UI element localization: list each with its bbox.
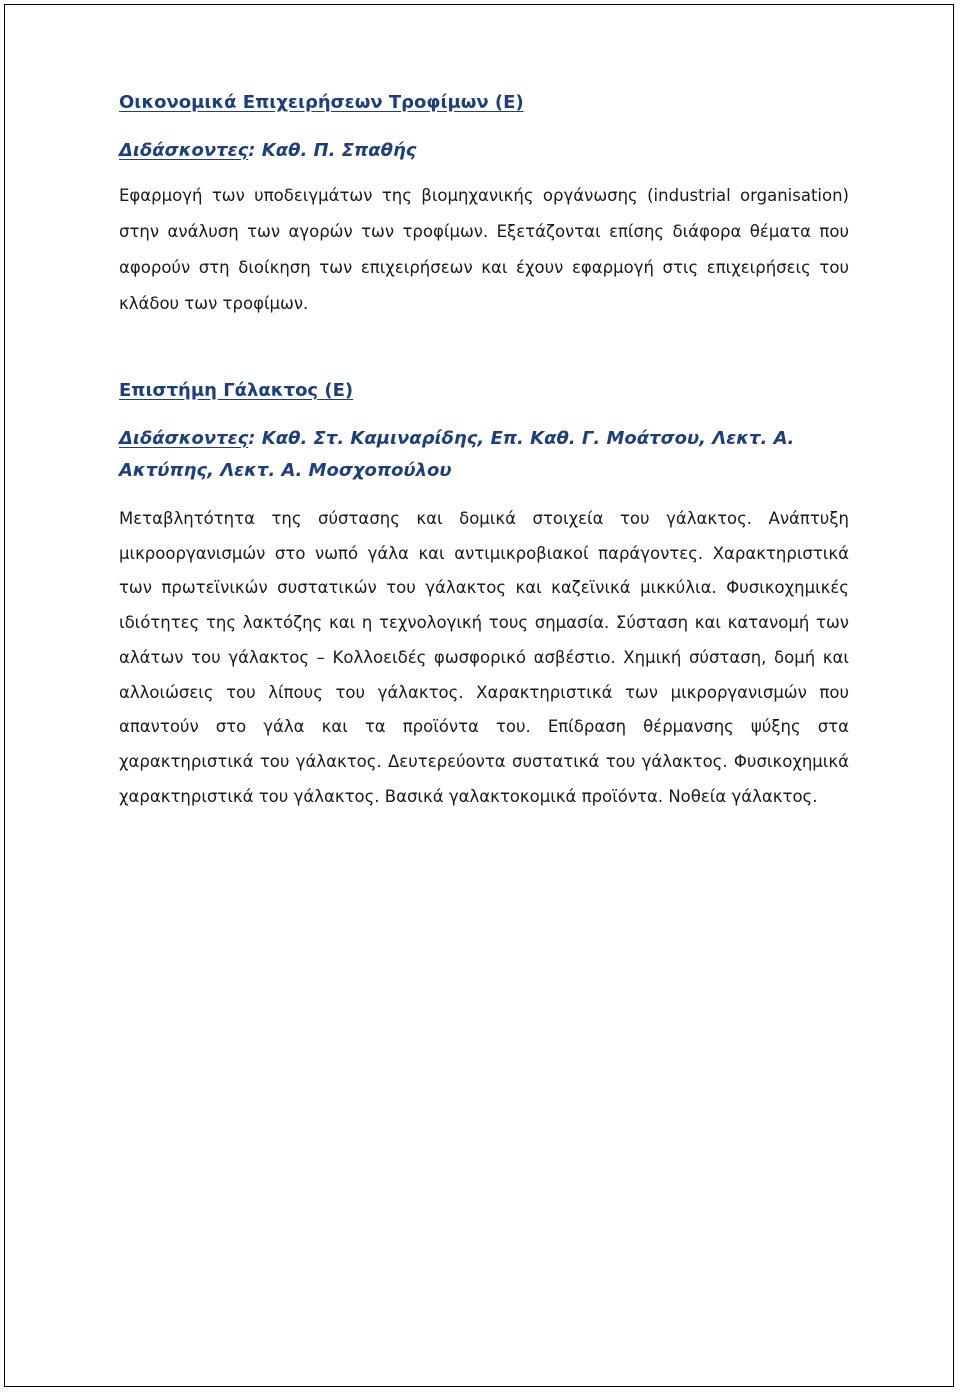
course-description: Εφαρμογή των υποδειγμάτων της βιομηχανικής οργάνωσης (industrial organisation) στην ανάλυση των αγορών των τροφίμων. Εξετάζονται επίσης διάφορα θέματα που αφορούν στη διοίκηση των επιχειρήσεων και έχουν εφαρμογή στις επιχειρήσεις του κλάδου των τροφίμων. [119,186,849,313]
document-page [4,4,954,1387]
teachers-label: Διδάσκοντες [119,428,249,449]
course-title: Επιστήμη Γάλακτος (Ε) [119,380,354,401]
course-description: Μεταβλητότητα της σύστασης και δομικά στοιχεία του γάλακτος. Ανάπτυξη μικροοργανισμών στο νωπό γάλα και αντιμικροβιακοί παράγοντες. Χαρακτηριστικά των πρωτεϊνικών συστατικών του γάλακτος και καζεϊνικά μικκύλια. Φυσικοχημικές ιδιότητες της λακτόζης και η τεχνολογική τους σημασία. Σύσταση και κατανομή των αλάτων του γάλακτος – Κολλοειδές φωσφορικό ασβέστιο. Χημική σύσταση, δομή και αλλοιώσεις του λίπους του γάλακτος. Χαρακτηριστικά των μικροργανισμών που απαντούν στο γάλα και τα προϊόντα του. Επίδραση θέρμανσης ψύξης στα χαρακτηριστικά του γάλακτος. Δευτερεύοντα συστατικά του γάλακτος. Φυσικοχημικά χαρακτηριστικά του γάλακτος. Βασικά γαλακτοκομικά προϊόντα. Νοθεία γάλακτος. [119,509,849,806]
course-title: Οικονομικά Επιχειρήσεων Τροφίμων (Ε) [119,92,524,113]
course-teachers [119,135,849,167]
course-teachers [119,423,849,487]
teachers-names: : Καθ. Π. Σπαθής [248,140,417,161]
teachers-label: Διδάσκοντες [119,140,249,161]
teachers-names: : Καθ. Στ. Καμιναρίδης, Επ. Καθ. Γ. Μοάτσου, Λεκτ. Α. Ακτύπης, Λεκτ. Α. Μοσχοπούλου [119,428,795,481]
